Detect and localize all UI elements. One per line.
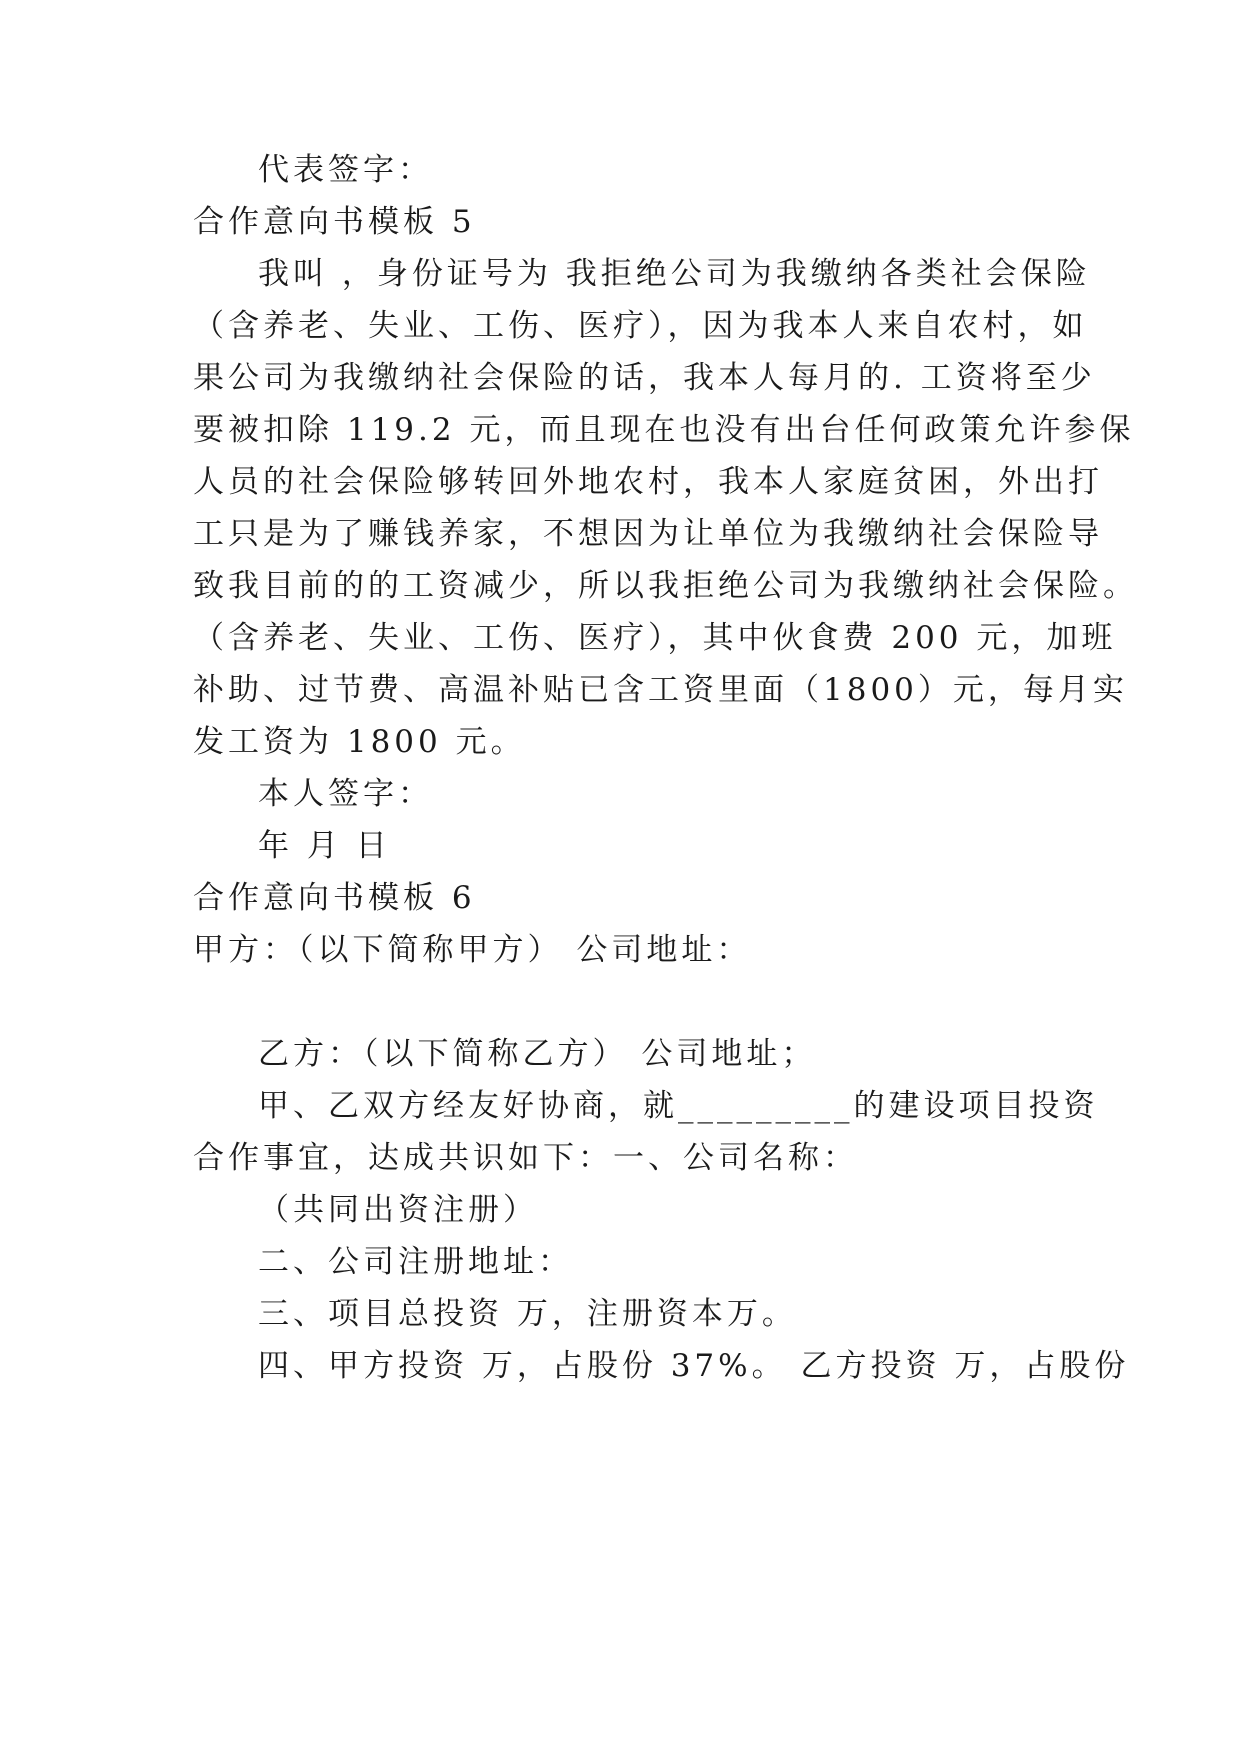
paragraph-line: 要被扣除 119.2 元，而且现在也没有出台任何政策允许参保: [193, 412, 1135, 448]
party-a-line: 甲方：（以下简称甲方） 公司地址：: [193, 932, 752, 968]
section-heading-template-5: 合作意向书模板 5: [193, 204, 476, 240]
self-signature-label: 本人签字：: [258, 776, 433, 812]
paragraph-line: 致我目前的的工资减少，所以我拒绝公司为我缴纳社会保险。: [193, 568, 1138, 604]
paragraph-line: 二、公司注册地址：: [258, 1244, 573, 1280]
paragraph-line: 果公司为我缴纳社会保险的话，我本人每月的. 工资将至少: [193, 360, 1096, 396]
paragraph-line: 我叫 ，身份证号为 我拒绝公司为我缴纳各类社会保险: [258, 256, 1091, 292]
paragraph-line: （含养老、失业、工伤、医疗），因为我本人来自农村，如: [193, 308, 1088, 344]
paragraph-line: （含养老、失业、工伤、医疗），其中伙食费 200 元，加班: [193, 620, 1117, 656]
paragraph-line: 补助、过节费、高温补贴已含工资里面（1800）元，每月实: [193, 672, 1128, 708]
paragraph-line: 工只是为了赚钱养家，不想因为让单位为我缴纳社会保险导: [193, 516, 1103, 552]
paragraph-line: （共同出资注册）: [258, 1192, 538, 1228]
paragraph-line: 合作事宜，达成共识如下：一、公司名称：: [193, 1140, 858, 1176]
paragraph-line: 发工资为 1800 元。: [193, 724, 526, 760]
paragraph-line: 人员的社会保险够转回外地农村，我本人家庭贫困，外出打: [193, 464, 1103, 500]
representative-signature-label: 代表签字：: [258, 152, 433, 188]
party-b-line: 乙方：（以下简称乙方） 公司地址；: [258, 1036, 817, 1072]
date-line: 年 月 日: [258, 828, 391, 864]
paragraph-line: 三、项目总投资 万，注册资本万。: [258, 1296, 797, 1332]
paragraph-line: 四、甲方投资 万，占股份 37%。 乙方投资 万，占股份: [258, 1348, 1130, 1384]
paragraph-line: 甲、乙双方经友好协商，就_________的建设项目投资: [258, 1088, 1099, 1124]
section-heading-template-6: 合作意向书模板 6: [193, 880, 476, 916]
